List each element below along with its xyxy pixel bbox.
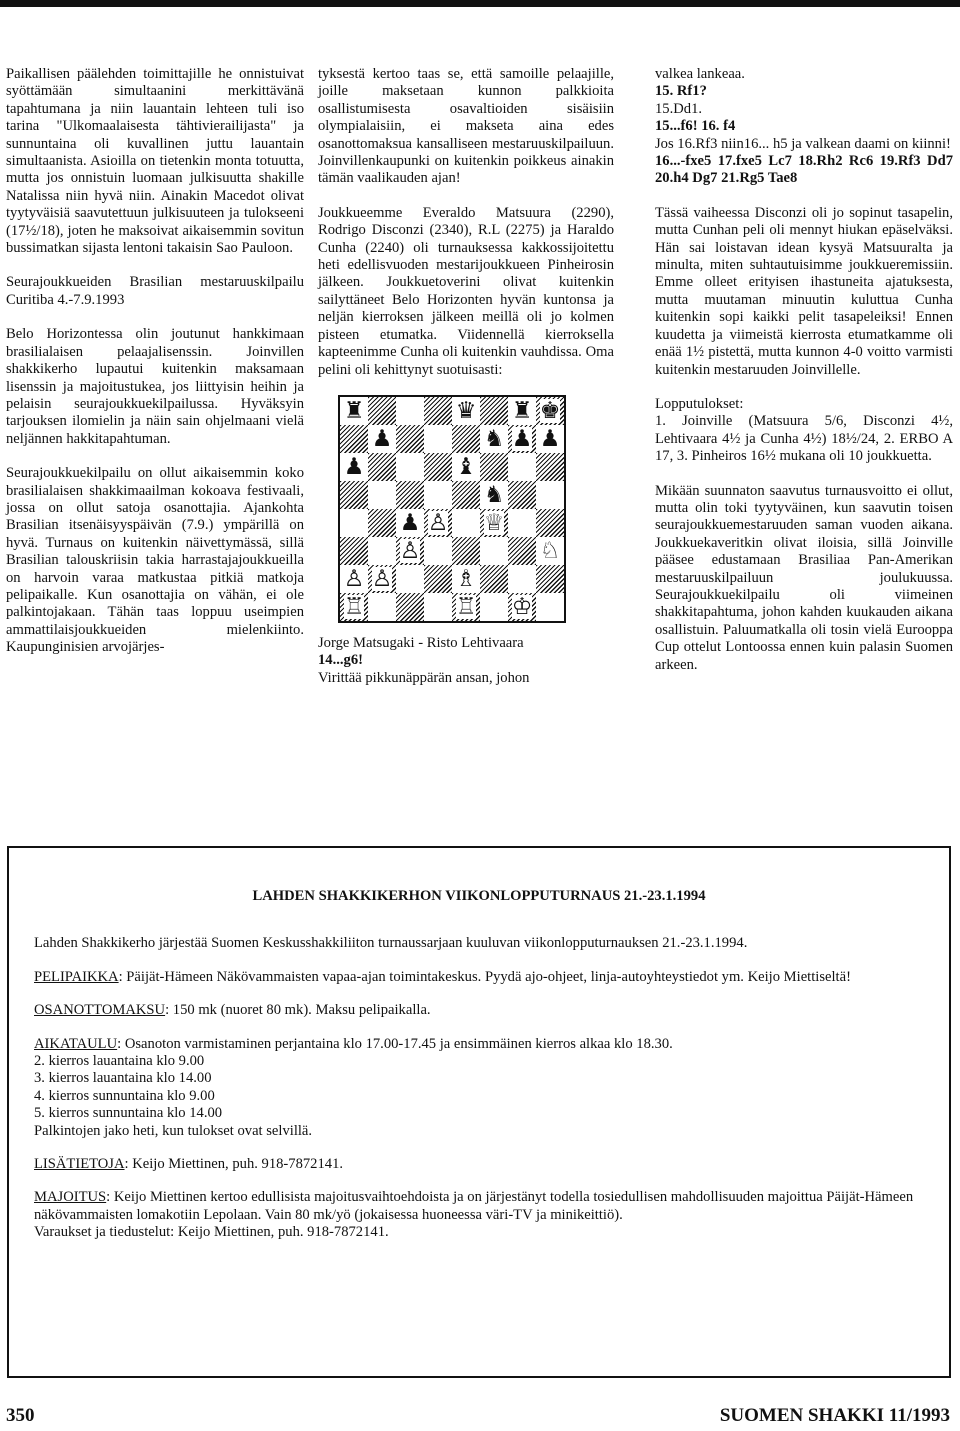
lodging-label: MAJOITUS (34, 1189, 107, 1206)
board-square (424, 537, 452, 565)
board-square (424, 425, 452, 453)
board-square (452, 397, 480, 425)
board-square (396, 509, 424, 537)
board-square (368, 481, 396, 509)
board-square (508, 537, 536, 565)
move-text: 15.Dd1. (655, 100, 703, 117)
results-text: 1. Joinville (Matsuura 5/6, Disconzi 4½, Lehtivaara 4½ ja Cunha 4½) 18½/24, 2. ERBO A 17, 3. Pinheiros 16½ mukana oli 10 joukkuetta. (655, 413, 953, 465)
move-text: 15...f6! 16. f4 (655, 118, 736, 135)
white-rook-piece: ♖ (455, 593, 477, 620)
results-heading: Lopputulokset: (655, 395, 744, 412)
board-square (480, 481, 508, 509)
board-square (340, 537, 368, 565)
board-square (452, 565, 480, 593)
info-label: LISÄTIETOJA (34, 1156, 125, 1173)
board-square (536, 537, 564, 565)
black-bishop-piece: ♝ (455, 453, 477, 480)
black-pawn-piece: ♟ (371, 425, 393, 452)
black-queen-piece: ♛ (455, 397, 477, 424)
board-square (396, 397, 424, 425)
tournament-announcement-box (7, 846, 951, 1378)
venue-section (34, 969, 924, 986)
board-square (396, 453, 424, 481)
board-square (396, 565, 424, 593)
board-square (396, 425, 424, 453)
paragraph: Belo Horizontessa olin joutunut hankkimaan brasilialaisen pelaajalisenssin. Joinvillen shakkikerho lupautui kuitenkin maksamaan lisenssin ja majoitustukea, jos liittyisin heihin ja pelaisin seurajoukkuekilpailussa. Hyväksyin tarjouksen ilomielin ja näin sain ohjelmaani vielä neljännen hakkitapahtuman. (6, 326, 304, 447)
board-square (340, 397, 368, 425)
black-knight-piece: ♞ (483, 425, 505, 452)
schedule-line: 5. kierros sunnuntaina klo 14.00 (34, 1105, 223, 1122)
column-2 (318, 66, 614, 687)
board-square (536, 453, 564, 481)
board-square (536, 565, 564, 593)
lodging-text: : Keijo Miettinen kertoo edullisista majoitusvaihtoehdoista ja on järjestänyt todella tosiedullisen mahdollisuuden majoittua Päijät-Hämeen näkövammaisten lomakotiin Lepolaan. Vain 80 mk/yö (jokaisessa huoneessa väri-TV ja minikeittiö). (34, 1189, 914, 1223)
schedule-text: : Osanoton varmistaminen perjantaina klo 17.00-17.45 ja ensimmäinen kierros alkaa klo 18.30. (117, 1035, 673, 1052)
black-pawn-piece: ♟ (399, 509, 421, 536)
white-queen-piece: ♕ (483, 509, 505, 536)
info-section (34, 1156, 924, 1173)
board-square (480, 537, 508, 565)
move-text: 15. Rf1? (655, 83, 707, 100)
board-square (424, 509, 452, 537)
paragraph: Paikallisen päälehden toimittajille he onnistuivat syöttämään simultaanini merkittävänä tapahtumana ja niin lauantain lehteen tuli iso tarina "Ulkomaalaisesta tähtivierailijasta" ja sunnuntaina oli kuvallinen juttu lauantain simultaanista. Asioilla on tietenkin monta totuutta, mutta jos onnistuin luomaan julkisuutta shakille Natalissa niin hyvä niin. Ainakin Macedot olivat tyytyväisiä saavutettuun julkisuuteen ja tulokseeni (17½/18), joten he maksoivat aikaisemmin sovitun bussimatkan sijasta lentoni takaisin Sao Pauloon. (6, 66, 304, 257)
white-pawn-piece: ♙ (371, 565, 393, 592)
board-square (340, 565, 368, 593)
board-square (452, 481, 480, 509)
board-square (480, 453, 508, 481)
board-square (368, 537, 396, 565)
game-caption: Jorge Matsugaki - Risto Lehtivaara (318, 634, 524, 651)
board-square (452, 593, 480, 621)
board-square (508, 565, 536, 593)
white-pawn-piece: ♙ (399, 537, 421, 564)
board-square (480, 509, 508, 537)
board-square (536, 481, 564, 509)
paragraph: tyksestä kertoo taas se, että samoille pelaajille, joille maksetaan kunnon palkkioita osallistumisesta osavaltioiden sisäisiin olympialaisiin, ei makseta aina edes osanottomaksua kansalliseen mestaruuskilpailuun. Joinvillenkaupunki on kuitenkin poikkeus ainakin tämän vaalikauden ajan! (318, 66, 614, 187)
venue-text: : Päijät-Hämeen Näkövammaisten vapaa-ajan toimintakeskus. Pyydä ajo-ohjeet, linja-autoyhteystiedot ym. Keijo Miettiseltä! (118, 968, 851, 985)
black-king-piece: ♚ (539, 397, 561, 424)
white-king-piece: ♔ (511, 593, 533, 620)
black-pawn-piece: ♟ (511, 425, 533, 452)
board-square (480, 593, 508, 621)
page-number: 350 (6, 1405, 35, 1426)
white-rook-piece: ♖ (343, 593, 365, 620)
board-square (368, 397, 396, 425)
board-square (396, 593, 424, 621)
schedule-line: 3. kierros lauantaina klo 14.00 (34, 1070, 212, 1087)
board-square (424, 397, 452, 425)
announcement-intro: Lahden Shakkikerho järjestää Suomen Keskusshakkiliiton turnaussarjaan kuuluvan viikonlopputurnauksen 21.-23.1.1994. (34, 935, 748, 952)
black-rook-piece: ♜ (343, 397, 365, 424)
board-square (368, 453, 396, 481)
black-pawn-piece: ♟ (539, 425, 561, 452)
board-square (340, 453, 368, 481)
announcement-title: LAHDEN SHAKKIKERHON VIIKONLOPPUTURNAUS 21.-23.1.1994 (252, 888, 706, 904)
fee-text: : 150 mk (nuoret 80 mk). Maksu pelipaikalla. (165, 1002, 431, 1019)
move-text: 16...-fxe5 17.fxe5 Lc7 18.Rh2 Rc6 19.Rf3 Dd7 20.h4 Dg7 21.Rg5 Tae8 (655, 153, 953, 187)
board-square (508, 397, 536, 425)
info-text: : Keijo Miettinen, puh. 918-7872141. (124, 1156, 344, 1173)
black-knight-piece: ♞ (483, 481, 505, 508)
board-square (424, 453, 452, 481)
board-square (508, 481, 536, 509)
paragraph: Virittää pikkunäppärän ansan, johon (318, 669, 530, 686)
black-rook-piece: ♜ (511, 397, 533, 424)
white-pawn-piece: ♙ (427, 509, 449, 536)
board-square (424, 593, 452, 621)
board-square (536, 509, 564, 537)
lodging-section (34, 1189, 924, 1241)
board-square (396, 537, 424, 565)
venue-label: PELIPAIKKA (34, 968, 119, 985)
paragraph: Joukkueemme Everaldo Matsuura (2290), Rodrigo Disconzi (2340), R.L (2275) ja Haraldo Cunha (2240) oli turnauksessa kakkossijoitettu heti edellisvuoden mestarijoukkueen Pinheirosin jälkeen. Joukkuetoverini olivat kuitenkin sailyttäneet Belo Horizonten hyvän kuntonsa ja neljän kierroksen jälkeen meillä oli jo kolmen pisteen etumatka. Viidennellä kierroksella kapteenimme Cunha oli kuitenkin vauhdissa. Oma pelini oli kehittynyt suotuisasti: (318, 204, 614, 378)
board-square (480, 565, 508, 593)
schedule-line: 2. kierros lauantaina klo 9.00 (34, 1053, 205, 1070)
schedule-line: 4. kierros sunnuntaina klo 9.00 (34, 1087, 215, 1104)
white-bishop-piece: ♗ (455, 565, 477, 592)
move-text: 14...g6! (318, 652, 363, 669)
board-square (536, 397, 564, 425)
board-square (368, 565, 396, 593)
white-knight-piece: ♘ (539, 537, 561, 564)
fee-section (34, 1002, 924, 1019)
chess-diagram (338, 395, 566, 623)
board-square (480, 397, 508, 425)
board-square (340, 481, 368, 509)
schedule-label: AIKATAULU (34, 1035, 118, 1052)
black-pawn-piece: ♟ (343, 453, 365, 480)
board-square (508, 593, 536, 621)
board-square (424, 565, 452, 593)
section-heading: Seurajoukkueiden Brasilian mestaruuskilpailu Curitiba 4.-7.9.1993 (6, 274, 304, 308)
board-square (340, 593, 368, 621)
column-3 (655, 66, 953, 691)
schedule-line: Palkintojen jako heti, kun tulokset ovat selvillä. (34, 1122, 313, 1139)
board-square (452, 453, 480, 481)
fee-label: OSANOTTOMAKSU (34, 1002, 166, 1019)
paragraph: Mikään suunnaton saavutus turnausvoitto ei ollut, mutta olin toki tyytyväinen, kun saavutin toisen seurajoukkuemestaruuden saman vuoden aikana. Joukkuekaveritkin olivat iloisia, sillä Joinville pääsee edustamaan Brasiliaa Pan-Amerikan mestaruuskilpailuun joulukuussa. Seurajoukkuekilpailu oli viimeinen shakkitapahtuma, johon kahden kuukauden aikana osallistuin. Paluumatkalla oli tosin vielä Eurooppa Cup ottelut Lontoossa ennen kuin palasin Suomen arkeen. (655, 482, 953, 673)
board-square (536, 593, 564, 621)
board-square (368, 509, 396, 537)
board-square (452, 509, 480, 537)
board-square (424, 481, 452, 509)
column-1 (6, 66, 304, 674)
board-square (452, 425, 480, 453)
magazine-issue: SUOMEN SHAKKI 11/1993 (719, 1405, 950, 1426)
board-square (508, 509, 536, 537)
top-rule (0, 0, 960, 7)
white-pawn-piece: ♙ (343, 565, 365, 592)
lodging-line: Varaukset ja tiedustelut: Keijo Miettinen, puh. 918-7872141. (34, 1224, 389, 1241)
board-square (368, 593, 396, 621)
board-square (340, 509, 368, 537)
board-square (452, 537, 480, 565)
schedule-section (34, 1036, 924, 1140)
board-square (508, 453, 536, 481)
board-square (536, 425, 564, 453)
paragraph: Tässä vaiheessa Disconzi oli jo sopinut tasapelin, mutta Cunhan peli oli mennyt hiukan epäselväksi. Hän sai loistavan idean kysyä Matsuuralta ja minulta, miten suhtautuisimme joukkueremissiin. Emme olleet erityisen ihastuneita ajatuksesta, mutta muutaman minuutin kuluttua Cunha kuitenkin sopi kaikki pelit tasapeleiksi! Ennen kuudetta ja viimeistä kierrosta etumatkamme oli enää 1½ pistettä, mutta kunnon 4-0 voitto varmisti kuitenkin mestaruuden Joinvillelle. (655, 204, 953, 378)
board-square (480, 425, 508, 453)
move-text: Jos 16.Rf3 niin16... h5 ja valkean daami on kiinni! (655, 135, 951, 152)
paragraph: valkea lankeaa. (655, 66, 745, 82)
board-square (368, 425, 396, 453)
board-square (340, 425, 368, 453)
paragraph: Seurajoukkuekilpailu on ollut aikaisemmin koko brasilialaisen shakkimaailman kokoava festivaali, jossa on ollut satoja osanottajia. Ajankohta Brasilian itsenäisyyspäivän (7.9.) ympärillä on hyvä. Turnaus on kuitenkin näivettymässä, sillä Brasilian talouskriisin takia harrastajajoukkueilla on harvoin varaa matkustaa pitkiä matkoja pelipaikalle. Kun osanottajia on vähän, ei ole palkintojakaan. Tähän taas loppuu useimpien ammattilaisjoukkueiden mielenkiinto. Kaupunginisien arvojärjes- (6, 465, 304, 656)
board-square (396, 481, 424, 509)
board-square (508, 425, 536, 453)
